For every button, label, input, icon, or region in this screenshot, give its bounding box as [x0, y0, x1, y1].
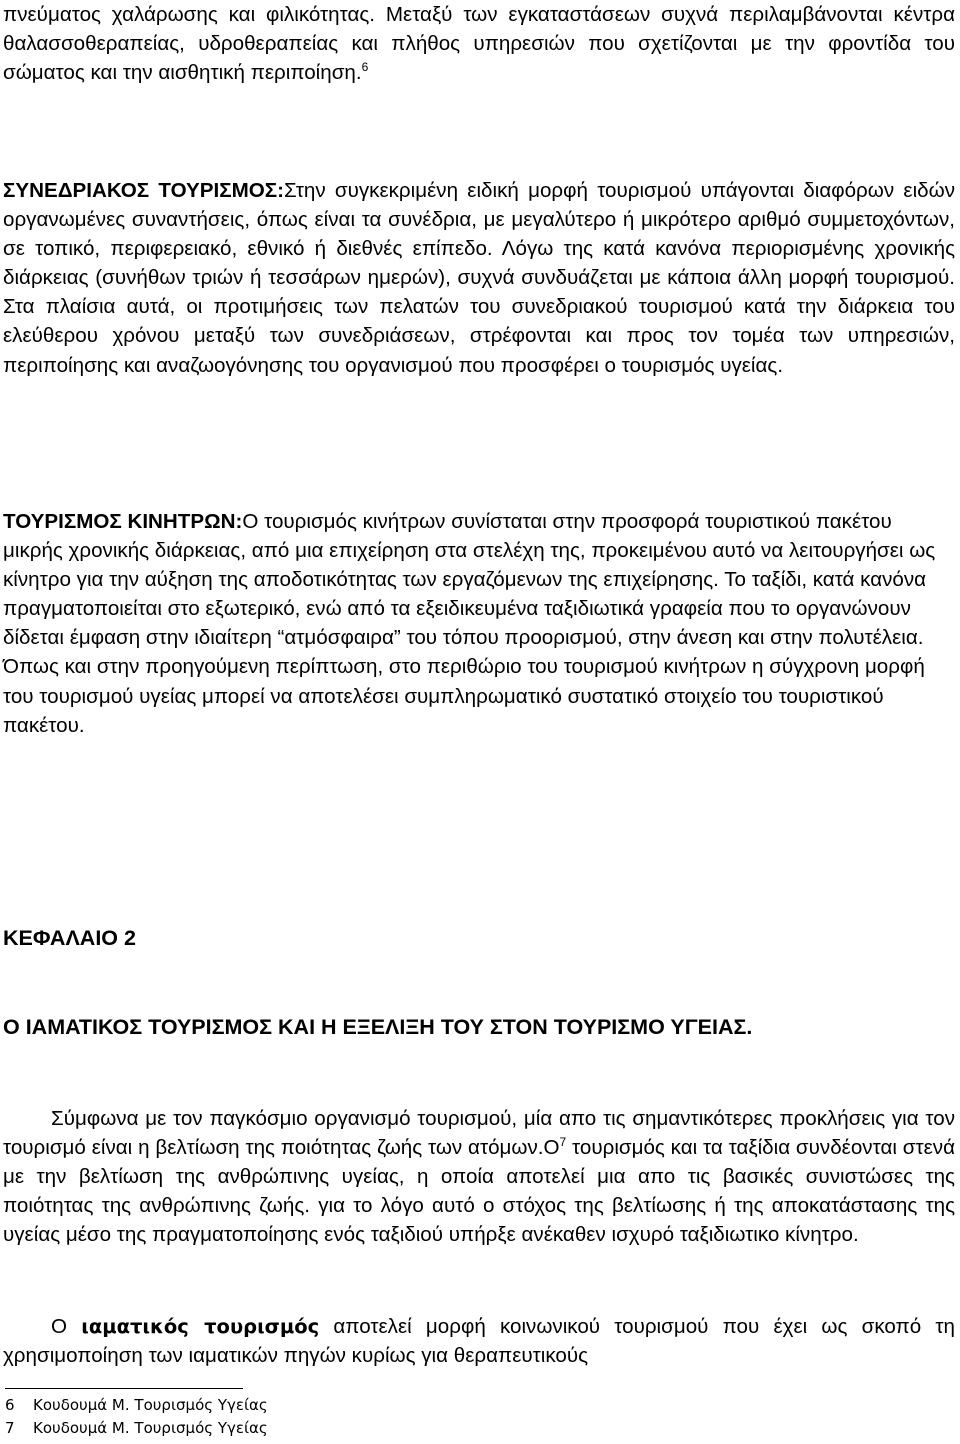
chapter-label: ΚΕΦΑΛΑΙΟ 2: [3, 926, 136, 950]
paragraph-lead: Ο: [51, 1315, 82, 1338]
paragraph-text: Σύμφωνα με τον παγκόσμιο οργανισμό τουρισμού, μία απο τις σημαντικότερες προκλήσεις για τον τουρισμό είναι η βελτίωση της ποιότητας ζωής των ατόμων.Ο: [3, 1107, 955, 1160]
paragraph-incentive-tourism: [3, 507, 955, 740]
paragraph-conference-tourism: [3, 176, 955, 380]
footnote-6: [5, 1394, 268, 1416]
paragraph-text: αποτελεί μορφή κοινωνικού τουρισμού που έχει ως σκοπό τη χρησιμοποίηση των ιαματικών πηγών κυρίως για θεραπευτικούς: [3, 1315, 955, 1368]
footnote-text: Κουδουμά Μ. Τουρισμός Υγείας: [33, 1419, 268, 1437]
chapter-title: Ο ΙΑΜΑΤΙΚΟΣ ΤΟΥΡΙΣΜΟΣ ΚΑΙ Η ΕΞΕΛΙΞΗ ΤΟΥ ΣΤΟΝ ΤΟΥΡΙΣΜΟ ΥΓΕΙΑΣ.: [3, 1015, 753, 1039]
paragraph-thermal-tourism: [3, 1312, 955, 1370]
term-thermal-tourism: ιαματικός τουρισμός: [81, 1315, 320, 1338]
paragraph-spa-facilities: [3, 0, 955, 87]
footnote-ref: 7: [559, 1135, 567, 1150]
footnote-ref: 6: [361, 60, 369, 75]
footnote-separator: [5, 1388, 243, 1389]
paragraph-quality-of-life: [3, 1104, 955, 1249]
footnote-number: 7: [5, 1419, 15, 1437]
paragraph-text: Στην συγκεκριμένη ειδική μορφή τουρισμού υπάγονται διαφόρων ειδών οργανωμένες συναντήσεις, όπως είναι τα συνέδρια, με μεγαλύτερο ή μικρότερο αριθμό συμμετοχόντων, σε τοπικό, περιφερειακό, εθνικό ή διεθνές επίπεδο. Λόγω της κατά κανόνα περιορισμένης χρονικής διάρκειας (συνήθων τριών ή τεσσάρων ημερών), συχνά συνδυάζεται με κάποια άλλη μορφή τουρισμού. Στα πλαίσια αυτά, οι προτιμήσεις των πελατών του συνεδριακού τουρισμού κατά την διάρκεια του ελεύθερου χρόνου μεταξύ των συνεδριάσεων, στρέφονται και προς τον τομέα των υπηρεσιών, περιποίησης και αναζωογόνησης του οργανισμού που προσφέρει ο τουρισμός υγείας.: [3, 179, 956, 377]
paragraph-text: πνεύματος χαλάρωσης και φιλικότητας. Μεταξύ των εγκαταστάσεων συχνά περιλαμβάνονται κέντρα θαλασσοθεραπείας, υδροθεραπείας και πλήθος υπηρεσιών που σχετίζονται με την φροντίδα του σώματος και την αισθητική περιποίηση.: [3, 3, 955, 85]
footnote-text: Κουδουμά Μ. Τουρισμός Υγείας: [33, 1396, 268, 1414]
term-incentive-tourism: ΤΟΥΡΙΣΜΟΣ ΚΙΝΗΤΡΩΝ:: [3, 510, 243, 533]
paragraph-text-continued: τουρισμός και τα ταξίδια συνδέονται στενά με την βελτίωση της ανθρώπινης υγείας, η οποία αποτελεί μια απο τις βασικές συνιστώσες της ποιότητας της ανθρώπινης ζωής. για το λόγο αυτό ο στόχος της βελτίωσης ή της αποκατάστασης της υγείας μέσο της πραγματοποίησης ενός ταξιδιού υπήρξε ανέκαθεν ισχυρό ταξιδιωτικο κίνητρο.: [3, 1136, 955, 1247]
paragraph-text: Ο τουρισμός κινήτρων συνίσταται στην προσφορά τουριστικού πακέτου μικρής χρονικής διάρκειας, από μια επιχείρηση στα στελέχη της, προκειμένου αυτό να λειτουργήσει ως κίνητρο για την αύξηση της αποδοτικότητας των εργαζόμενων της επιχείρησης. Το ταξίδι, κατά κανόνα πραγματοποιείται στο εξωτερικό, ενώ από τα εξειδικευμένα ταξιδιωτικά γραφεία που το οργανώνουν δίδεται έμφαση στην ιδιαίτερη “ατμόσφαιρα” του τόπου προορισμού, στην άνεση και στην πολυτέλεια. Όπως και στην προηγούμενη περίπτωση, στο περιθώριο του τουρισμού κινήτρων η σύγχρονη μορφή του τουρισμού υγείας μπορεί να αποτελέσει συμπληρωματικό συστατικό στοιχείο του τουριστικού πακέτου.: [3, 510, 936, 737]
term-conference-tourism: ΣΥΝΕΔΡΙΑΚΟΣ ΤΟΥΡΙΣΜΟΣ:: [3, 179, 284, 202]
footnote-number: 6: [5, 1396, 15, 1414]
footnote-7: [5, 1417, 268, 1439]
